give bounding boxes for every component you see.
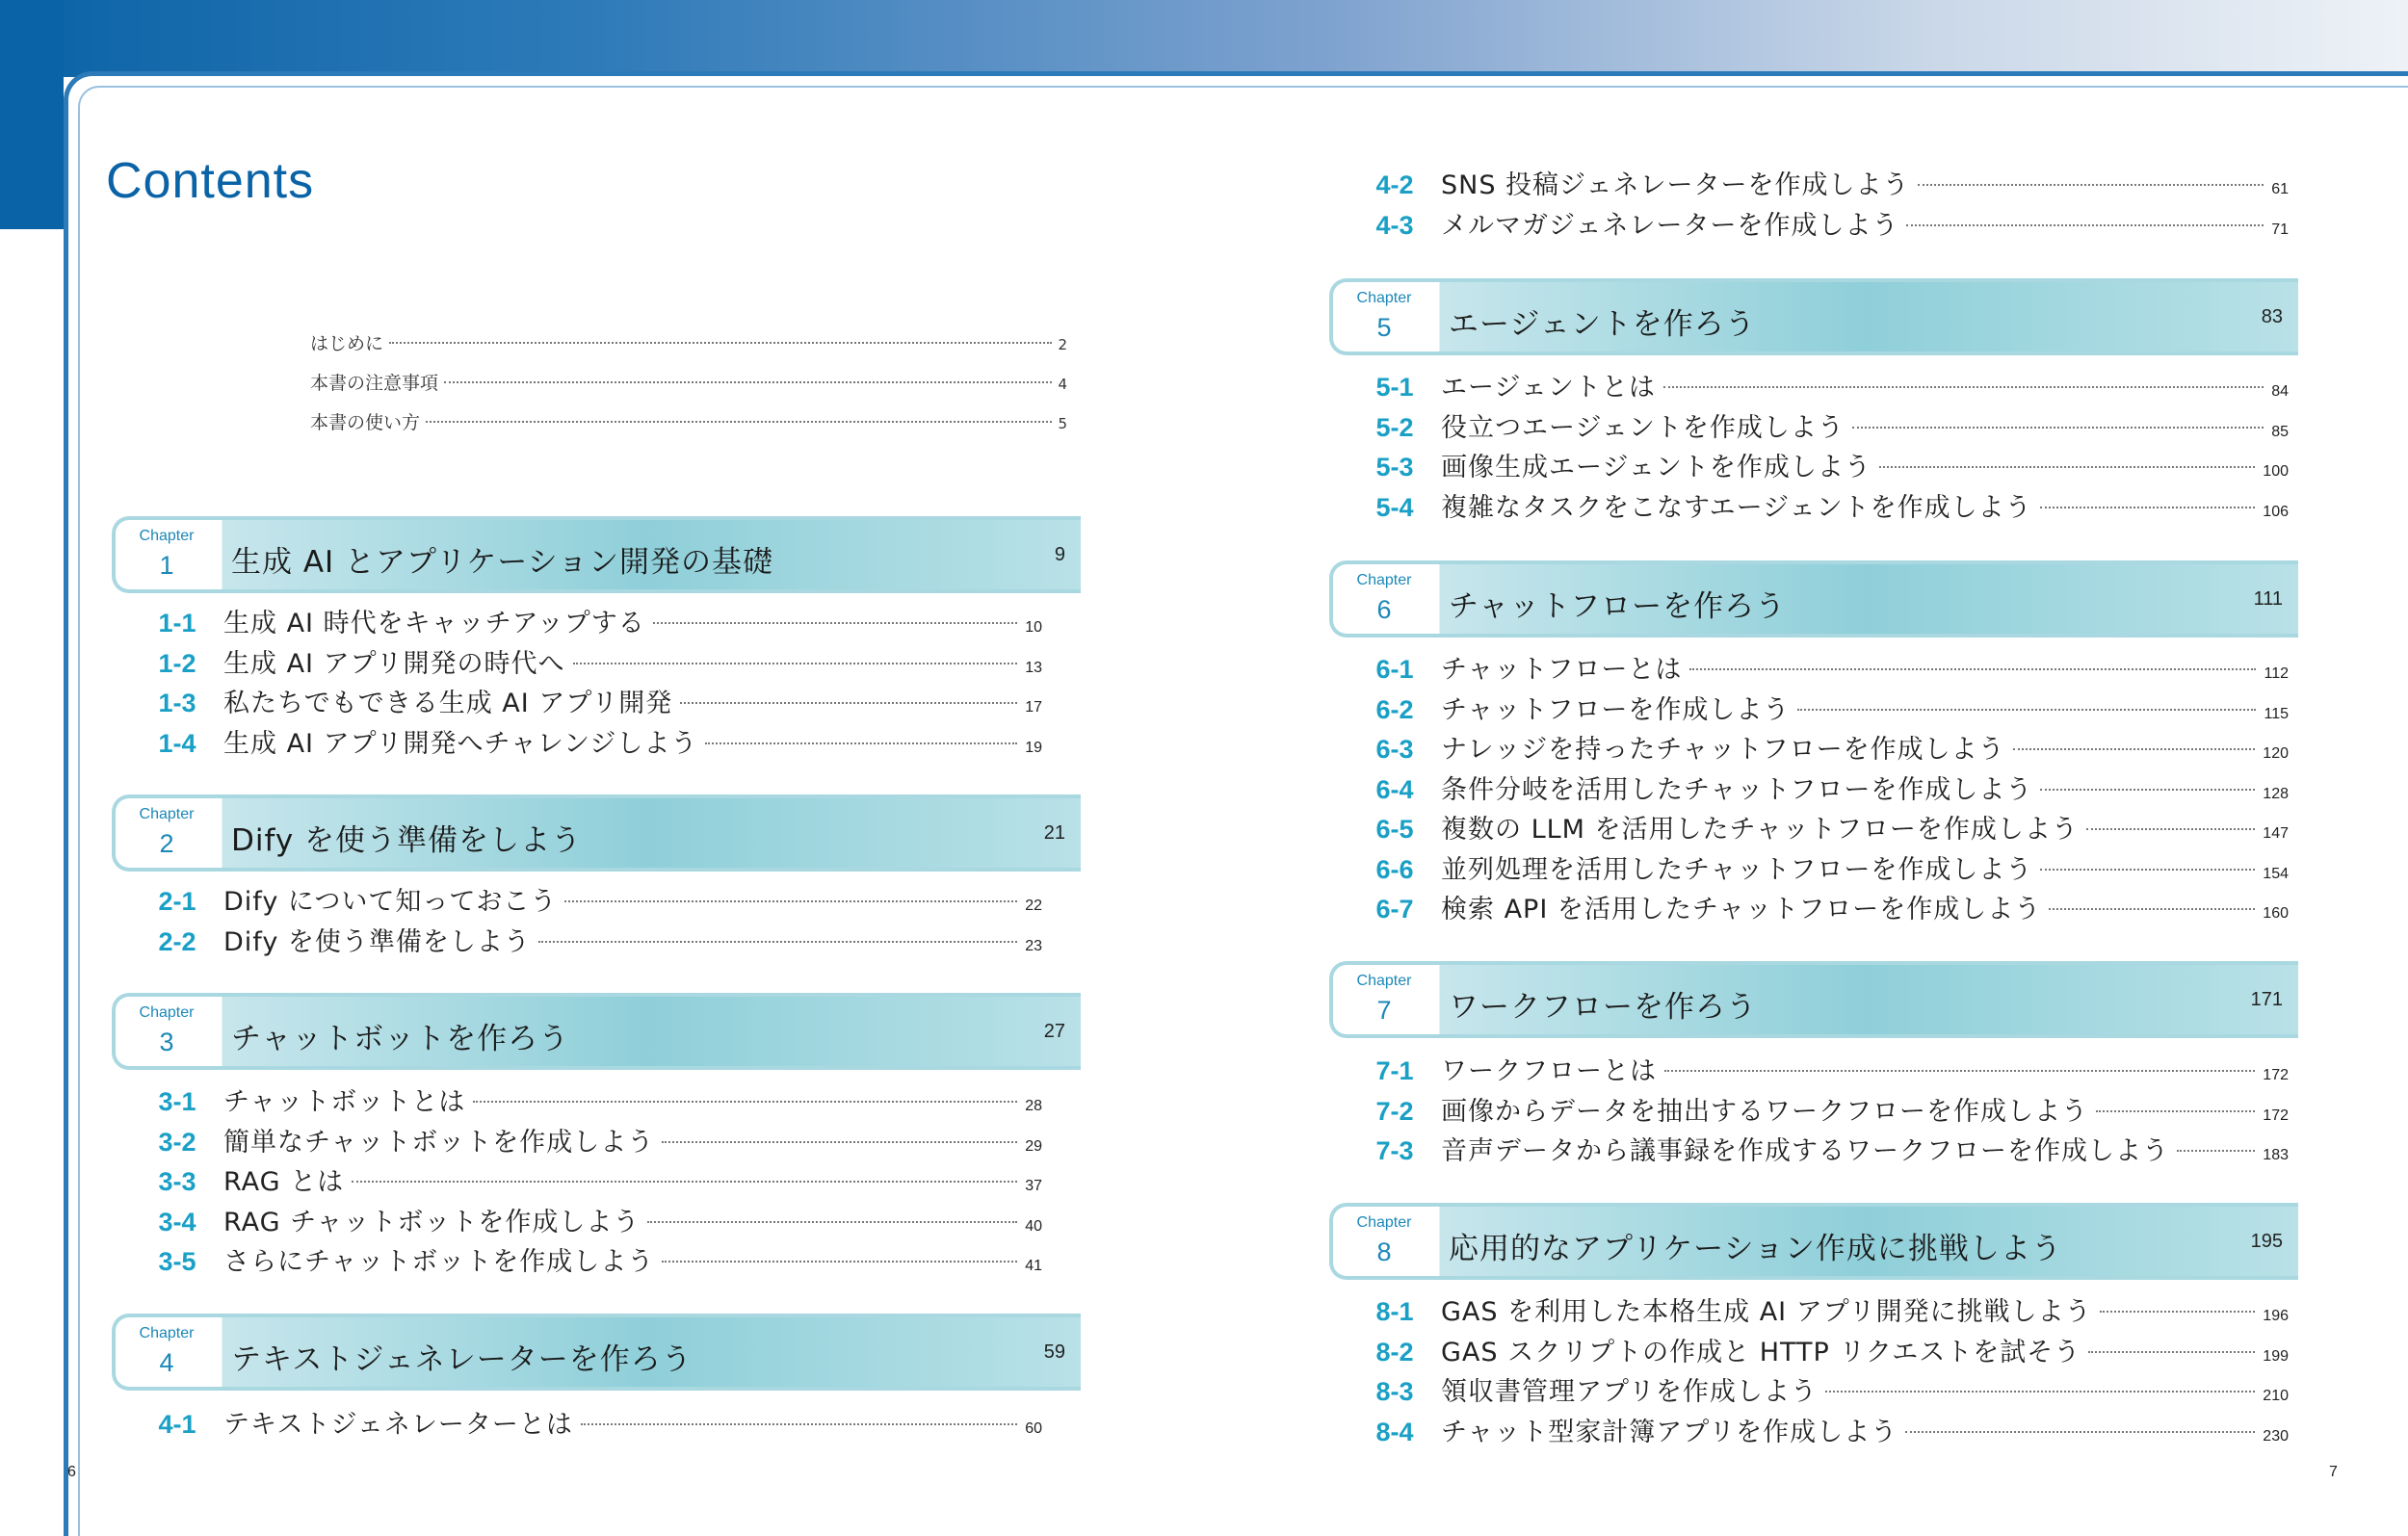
section-page: 85 [2271, 423, 2289, 440]
section-page: 19 [1025, 739, 1042, 756]
section-row [1358, 728, 2289, 768]
section-page: 199 [2263, 1347, 2289, 1365]
section-title: Dify を使う準備をしよう [223, 926, 531, 957]
section-page: 22 [1025, 898, 1042, 914]
section-page: 61 [2271, 181, 2289, 197]
section-row [141, 1240, 1042, 1281]
chapter-header-2 [112, 794, 1081, 872]
chapter-label: Chapter [1356, 572, 1412, 588]
leader-dots [662, 1141, 1017, 1143]
chapter-title: 応用的なアプリケーション作成に挑戦しよう [1449, 1232, 2062, 1266]
section-number: 5-2 [1375, 412, 1414, 442]
leader-dots [647, 1221, 1017, 1223]
section-page: 210 [2263, 1388, 2289, 1404]
section-row [141, 921, 1042, 961]
section-title: チャット型家計簿アプリを作成しよう [1441, 1417, 1898, 1447]
section-number: 7-2 [1375, 1096, 1414, 1126]
section-number: 3-5 [158, 1247, 196, 1276]
chapter-4-sections-right [1358, 164, 2289, 244]
section-row [1358, 446, 2289, 486]
chapter-page: 9 [1054, 544, 1065, 565]
section-number: 6-3 [1375, 735, 1414, 764]
section-number: 1-2 [158, 648, 196, 678]
intro-item-title: 本書の注意事項 [310, 373, 439, 394]
section-row [1358, 486, 2289, 527]
section-number: 4-3 [1375, 210, 1414, 240]
section-row [141, 602, 1042, 642]
chapter-2-sections [141, 880, 1042, 960]
section-title: チャットフローを作成しよう [1441, 694, 1791, 725]
chapter-header-8 [1329, 1203, 2298, 1280]
chapter-page: 171 [2250, 989, 2283, 1010]
chapter-1-sections [141, 602, 1042, 762]
section-number: 6-4 [1375, 774, 1414, 804]
section-page: 147 [2263, 825, 2289, 842]
section-title: ナレッジを持ったチャットフローを作成しよう [1441, 735, 2005, 765]
section-number: 4-1 [158, 1410, 196, 1439]
chapter-label: Chapter [1356, 290, 1412, 306]
chapter-page: 21 [1043, 822, 1065, 844]
chapter-title: エージェントを作ろう [1449, 307, 1756, 342]
section-title: さらにチャットボットを作成しよう [223, 1247, 655, 1277]
leader-dots [1918, 184, 2264, 186]
section-title: Dify について知っておこう [223, 887, 558, 917]
leader-dots [1852, 427, 2264, 429]
intro-item-title: はじめに [310, 333, 384, 354]
leader-dots [1663, 386, 2264, 388]
leader-dots [705, 742, 1017, 744]
section-number: 6-1 [1375, 655, 1414, 684]
section-row [141, 880, 1042, 921]
section-title: GAS を利用した本格生成 AI アプリ開発に挑戦しよう [1441, 1297, 2092, 1327]
leader-dots [581, 1423, 1017, 1425]
section-page: 17 [1025, 699, 1042, 716]
section-title: 画像生成エージェントを作成しよう [1441, 453, 1871, 482]
section-page: 172 [2263, 1067, 2289, 1083]
section-title: 複数の LLM を活用したチャットフローを作成しよう [1441, 815, 2079, 845]
section-title: 検索 API を活用したチャットフローを作成しよう [1441, 895, 2042, 924]
section-number: 6-5 [1375, 815, 1414, 844]
section-row [141, 1201, 1042, 1241]
section-title: テキストジェネレーターとは [223, 1410, 573, 1440]
section-number: 3-1 [158, 1087, 196, 1116]
leader-dots [564, 900, 1017, 902]
leader-dots [653, 622, 1017, 624]
section-number: 2-1 [158, 887, 196, 916]
leader-dots [352, 1181, 1017, 1183]
leader-dots [2040, 789, 2255, 791]
section-page: 29 [1025, 1137, 1042, 1155]
section-number: 3-3 [158, 1167, 196, 1196]
section-row [1358, 1331, 2289, 1371]
section-row [1358, 1090, 2289, 1131]
chapter-page: 83 [2261, 306, 2283, 327]
leader-dots [1825, 1391, 2255, 1393]
chapter-label: Chapter [139, 528, 195, 544]
chapter-number: 4 [159, 1348, 174, 1377]
leader-dots [2049, 908, 2255, 910]
section-row [1358, 366, 2289, 406]
section-page: 84 [2271, 383, 2289, 400]
leader-dots [2096, 1110, 2255, 1112]
chapter-title: ワークフローを作ろう [1449, 990, 1757, 1025]
section-page: 230 [2263, 1427, 2289, 1445]
section-row [1358, 1050, 2289, 1090]
section-title: チャットフローとは [1441, 655, 1683, 685]
section-number: 3-2 [158, 1127, 196, 1157]
section-number: 8-4 [1375, 1417, 1414, 1446]
section-page: 160 [2263, 905, 2289, 922]
section-page: 172 [2263, 1106, 2289, 1124]
section-title: ワークフローとは [1441, 1056, 1657, 1086]
leader-dots [2040, 869, 2255, 871]
chapter-label: Chapter [139, 806, 195, 822]
section-number: 6-6 [1375, 854, 1414, 884]
leader-dots [1689, 668, 2256, 670]
chapter-header-4 [112, 1314, 1081, 1391]
section-number: 4-2 [1375, 170, 1414, 199]
section-number: 1-3 [158, 689, 196, 717]
section-row [1358, 888, 2289, 928]
section-title: 音声データから議事録を作成するワークフローを作成しよう [1441, 1136, 2169, 1166]
section-row [1358, 689, 2289, 729]
section-page: 10 [1025, 619, 1042, 636]
section-number: 1-1 [158, 609, 196, 638]
section-title: RAG チャットボットを作成しよう [223, 1207, 641, 1237]
intro-list [310, 329, 1067, 448]
leader-dots [1879, 466, 2255, 468]
chapter-label: Chapter [139, 1004, 195, 1021]
section-page: 128 [2263, 785, 2289, 802]
intro-item-page: 5 [1058, 415, 1067, 432]
chapter-header-1 [112, 516, 1081, 593]
chapter-title: チャットボットを作ろう [231, 1022, 570, 1056]
section-row [141, 722, 1042, 763]
intro-item-page: 2 [1058, 336, 1067, 353]
section-page: 60 [1025, 1420, 1042, 1437]
section-row [1358, 648, 2289, 689]
header-corner-block [0, 0, 64, 229]
leader-dots [473, 1101, 1017, 1103]
leader-dots [2177, 1150, 2255, 1152]
chapter-3-sections [141, 1080, 1042, 1281]
section-title: RAG とは [223, 1167, 345, 1197]
section-title: 役立つエージェントを作成しよう [1441, 412, 1845, 443]
section-page: 196 [2263, 1308, 2289, 1324]
section-number: 7-1 [1375, 1056, 1414, 1085]
chapter-title: チャットフローを作ろう [1449, 589, 1787, 624]
chapter-6-sections [1358, 648, 2289, 928]
section-row [141, 1121, 1042, 1161]
section-page: 183 [2263, 1147, 2289, 1163]
section-page: 100 [2263, 463, 2289, 480]
section-title: 生成 AI アプリ開発の時代へ [223, 648, 565, 679]
header-band [0, 0, 2408, 77]
chapter-title: Dify を使う準備をしよう [231, 823, 583, 858]
section-row [141, 1160, 1042, 1201]
section-row [1358, 406, 2289, 447]
intro-item-title: 本書の使い方 [310, 412, 421, 433]
chapter-7-sections [1358, 1050, 2289, 1170]
section-title: GAS スクリプトの作成と HTTP リクエストを試そう [1441, 1337, 2081, 1367]
leader-dots [1664, 1070, 2255, 1072]
leader-dots [1906, 224, 2264, 226]
chapter-header-7 [1329, 961, 2298, 1038]
chapter-page: 59 [1043, 1341, 1065, 1363]
leader-dots [662, 1261, 1017, 1263]
section-row [141, 1080, 1042, 1121]
chapter-label: Chapter [139, 1325, 195, 1341]
section-number: 3-4 [158, 1207, 196, 1237]
section-number: 2-2 [158, 926, 196, 956]
section-row [1358, 768, 2289, 809]
section-row [1358, 1290, 2289, 1331]
chapter-title: テキストジェネレーターを作ろう [231, 1342, 693, 1377]
section-title: 条件分岐を活用したチャットフローを作成しよう [1441, 774, 2033, 805]
section-row [1358, 204, 2289, 245]
section-number: 5-3 [1375, 453, 1414, 482]
section-row [1358, 1411, 2289, 1451]
section-title: メルマガジェネレーターを作成しよう [1441, 210, 1899, 241]
chapter-number: 3 [159, 1028, 174, 1056]
intro-item [310, 408, 1067, 448]
leader-dots [2040, 507, 2256, 508]
chapter-number: 1 [159, 551, 174, 580]
leader-dots [2088, 1351, 2255, 1353]
section-page: 154 [2263, 865, 2289, 882]
leader-dots [1797, 709, 2256, 711]
section-page: 120 [2263, 745, 2289, 762]
chapter-label: Chapter [1356, 1214, 1412, 1231]
chapter-number: 6 [1376, 595, 1392, 624]
section-row [141, 1403, 1042, 1444]
chapter-5-sections [1358, 366, 2289, 526]
chapter-4-sections-left [141, 1403, 1042, 1444]
chapter-number: 5 [1376, 313, 1392, 342]
leader-dots [680, 702, 1017, 704]
section-title: SNS 投稿ジェネレーターを作成しよう [1441, 170, 1910, 200]
section-title: 生成 AI 時代をキャッチアップする [223, 609, 645, 638]
chapter-label: Chapter [1356, 973, 1412, 989]
section-page: 13 [1025, 659, 1042, 676]
section-number: 8-1 [1375, 1297, 1414, 1326]
page-title: Contents [106, 153, 315, 209]
leader-dots [2086, 828, 2255, 830]
section-number: 5-1 [1375, 373, 1414, 402]
section-number: 8-2 [1375, 1337, 1414, 1367]
section-page: 28 [1025, 1098, 1042, 1114]
section-page: 37 [1025, 1178, 1042, 1194]
section-number: 6-2 [1375, 694, 1414, 724]
chapter-number: 2 [159, 829, 174, 858]
page-number-right: 7 [2329, 1464, 2338, 1480]
leader-dots [389, 342, 1052, 344]
section-row [1358, 1370, 2289, 1411]
section-page: 23 [1025, 937, 1042, 954]
section-row [1358, 1130, 2289, 1170]
section-title: エージェントとは [1441, 373, 1656, 403]
section-title: チャットボットとは [223, 1087, 466, 1117]
section-page: 115 [2264, 705, 2289, 722]
section-page: 106 [2263, 503, 2289, 520]
section-number: 7-3 [1375, 1136, 1414, 1165]
section-title: 簡単なチャットボットを作成しよう [223, 1127, 655, 1158]
section-number: 1-4 [158, 728, 196, 758]
section-page: 112 [2264, 665, 2289, 682]
chapter-header-5 [1329, 278, 2298, 355]
chapter-page: 111 [2253, 588, 2283, 610]
chapter-page: 195 [2250, 1231, 2283, 1252]
section-row [1358, 848, 2289, 889]
section-number: 8-3 [1375, 1377, 1414, 1406]
section-page: 40 [1025, 1217, 1042, 1235]
intro-item [310, 369, 1067, 408]
section-title: 複雑なタスクをこなすエージェントを作成しよう [1441, 492, 2032, 523]
leader-dots [538, 941, 1017, 943]
leader-dots [2100, 1311, 2256, 1313]
chapter-8-sections [1358, 1290, 2289, 1450]
section-title: 並列処理を活用したチャットフローを作成しよう [1441, 854, 2033, 885]
leader-dots [573, 663, 1018, 664]
leader-dots [444, 381, 1052, 383]
section-title: 生成 AI アプリ開発へチャレンジしよう [223, 728, 698, 759]
section-title: 画像からデータを抽出するワークフローを作成しよう [1441, 1096, 2088, 1127]
leader-dots [2013, 748, 2256, 750]
leader-dots [426, 421, 1052, 423]
page-number-left: 6 [67, 1464, 76, 1480]
intro-item-page: 4 [1058, 376, 1067, 393]
intro-item [310, 329, 1067, 369]
section-title: 私たちでもできる生成 AI アプリ開発 [223, 689, 673, 718]
section-row [1358, 808, 2289, 848]
section-number: 6-7 [1375, 895, 1414, 924]
leader-dots [1905, 1431, 2255, 1433]
chapter-page: 27 [1043, 1021, 1065, 1042]
chapter-number: 7 [1376, 996, 1392, 1025]
section-title: 領収書管理アプリを作成しよう [1441, 1377, 1818, 1407]
section-page: 41 [1025, 1258, 1042, 1274]
chapter-header-6 [1329, 560, 2298, 638]
section-row [141, 642, 1042, 683]
section-number: 5-4 [1375, 492, 1414, 522]
chapter-title: 生成 AI とアプリケーション開発の基礎 [231, 545, 773, 580]
chapter-header-3 [112, 993, 1081, 1070]
section-row [1358, 164, 2289, 204]
chapter-number: 8 [1376, 1237, 1392, 1266]
section-page: 71 [2271, 221, 2289, 238]
section-row [141, 682, 1042, 722]
